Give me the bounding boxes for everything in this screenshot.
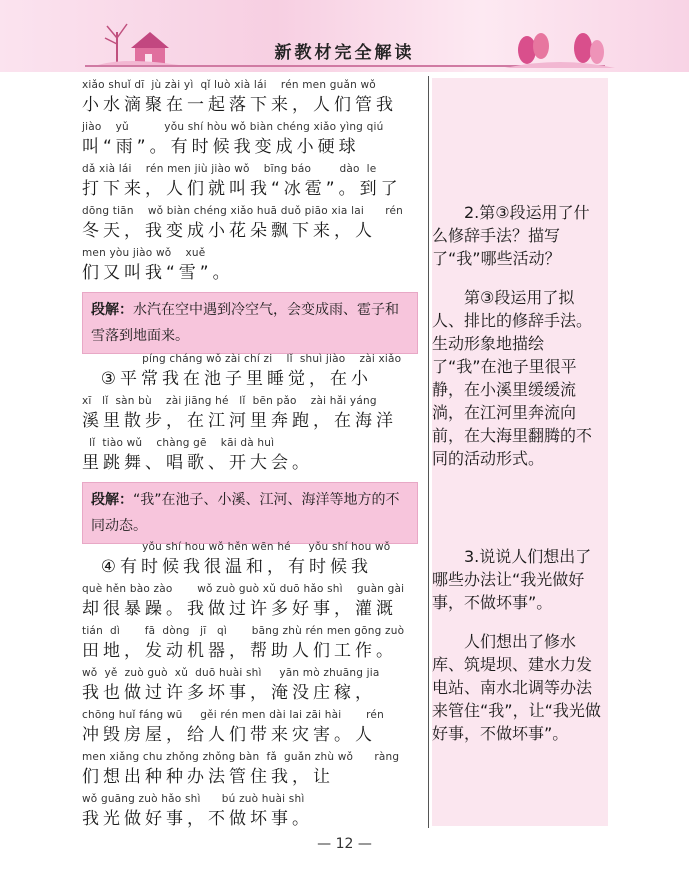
hanzi-line: 我也做过许多坏事，淹没庄稼，: [82, 683, 376, 703]
pinyin-line: lǐ tiào wǔ chàng gē kāi dà huì: [82, 437, 275, 449]
question-text: 2.第③段运用了什么修辞手法？描写了“我”哪些活动？: [432, 203, 590, 268]
note-text: “我”在池子、小溪、江河、海洋等地方的不同动态。: [91, 492, 400, 534]
pinyin-line: tián dì fā dòng jī qì bāng zhù rén men gōng zuò: [82, 625, 405, 637]
header-title: 新教材完全解读: [274, 43, 415, 63]
hanzi-line: 我光做好事，不做坏事。: [82, 809, 313, 829]
main-text-bottom: [82, 540, 422, 834]
text-line: [82, 394, 422, 436]
text-line: [82, 708, 422, 750]
pinyin-line: dōng tiān wǒ biàn chéng xiǎo huā duǒ piāo xia lai rén: [82, 205, 403, 217]
text-line: [82, 246, 422, 288]
text-line: [82, 120, 422, 162]
text-line: [82, 624, 422, 666]
answer-text: 人们想出了修水库、筑堤坝、建水力发电站、南水北调等办法来管住“我”，让“我光做好事，不做坏事”。: [432, 632, 601, 743]
column-divider: [428, 76, 429, 828]
pinyin-line: men xiǎng chu zhǒng zhǒng bàn fǎ guǎn zhù wǒ ràng: [82, 751, 400, 763]
pinyin-line: què hěn bào zào wǒ zuò guò xǔ duō hǎo shì guàn gài: [82, 583, 405, 595]
pinyin-line: xiǎo shuǐ dī jù zài yì qǐ luò xià lái rén men guǎn wǒ: [82, 79, 376, 91]
hanzi-line: 田地，发动机器，帮助人们工作。: [82, 641, 397, 661]
hanzi-line: 冲毁房屋，给人们带来灾害。人: [82, 725, 376, 745]
text-line: [82, 540, 422, 582]
answer-text: 第③段运用了拟人、排比的修辞手法。生动形象地描绘了“我”在池子里很平静，在小溪里缓缓流淌，在江河里奔流向前，在大海里翻腾的不同的活动形式。: [432, 288, 593, 468]
hanzi-line: 叫“雨”。有时候我变成小硬球: [82, 137, 360, 157]
main-text-top: [82, 78, 422, 288]
note-label: 段解：: [91, 492, 133, 508]
text-line: [82, 204, 422, 246]
text-line: [82, 666, 422, 708]
page-header: [0, 0, 689, 78]
main-text-mid: [82, 352, 422, 478]
text-line: [82, 78, 422, 120]
paragraph-note-2: [82, 482, 418, 544]
pinyin-line: men yòu jiào wǒ xuě: [82, 247, 206, 259]
text-line: [82, 750, 422, 792]
hanzi-line: 里跳舞、唱歌、开大会。: [82, 453, 313, 473]
hanzi-line: 溪里散步，在江河里奔跑，在海洋: [82, 411, 397, 431]
pinyin-line: dǎ xià lái rén men jiù jiào wǒ bīng báo dào le: [82, 163, 377, 175]
note-label: 段解：: [91, 302, 133, 318]
text-line: [82, 792, 422, 834]
text-line: [82, 436, 422, 478]
pinyin-line: jiào yǔ yǒu shí hòu wǒ biàn chéng xiǎo yìng qiú: [82, 121, 384, 133]
side-question-2: [432, 184, 602, 485]
pinyin-line: wǒ yě zuò guò xǔ duō huài shì yān mò zhuāng jia: [82, 667, 380, 679]
hanzi-line: 打下来，人们就叫我“冰雹”。到了: [82, 179, 402, 199]
pinyin-line: yǒu shí hou wǒ hěn wēn hé yǒu shí hou wǒ: [82, 541, 391, 553]
hanzi-line: 冬天，我变成小花朵飘下来，人: [82, 221, 376, 241]
flower-decoration-icon: [505, 20, 615, 70]
note-text: 水汽在空中遇到冷空气，会变成雨、雹子和雪落到地面来。: [91, 302, 399, 344]
hanzi-line: 小水滴聚在一起落下来，人们管我: [82, 95, 397, 115]
text-line: [82, 582, 422, 624]
hanzi-line: ④有时候我很温和，有时候我: [82, 557, 373, 577]
hanzi-line: 们又叫我“雪”。: [82, 263, 234, 283]
text-line: [82, 352, 422, 394]
pinyin-line: xī lǐ sàn bù zài jiāng hé lǐ bēn pǎo zài hǎi yáng: [82, 395, 377, 407]
question-text: 3.说说人们想出了哪些办法让“我光做好事，不做坏事”。: [432, 547, 592, 612]
paragraph-note-1: [82, 292, 418, 354]
side-question-3: [432, 528, 602, 760]
text-line: [82, 162, 422, 204]
pinyin-line: chōng huǐ fáng wū gěi rén men dài lai zāi hài rén: [82, 709, 384, 721]
hanzi-line: 却很暴躁。我做过许多好事，灌溉: [82, 599, 397, 619]
hanzi-line: 们想出种种办法管住我，让: [82, 767, 334, 787]
pinyin-line: wǒ guāng zuò hǎo shì bú zuò huài shì: [82, 793, 305, 805]
pinyin-line: píng cháng wǒ zài chí zi lǐ shuì jiào zài xiǎo: [82, 353, 402, 365]
hanzi-line: ③平常我在池子里睡觉，在小: [82, 369, 373, 389]
page-number: — 12 —: [317, 836, 372, 852]
